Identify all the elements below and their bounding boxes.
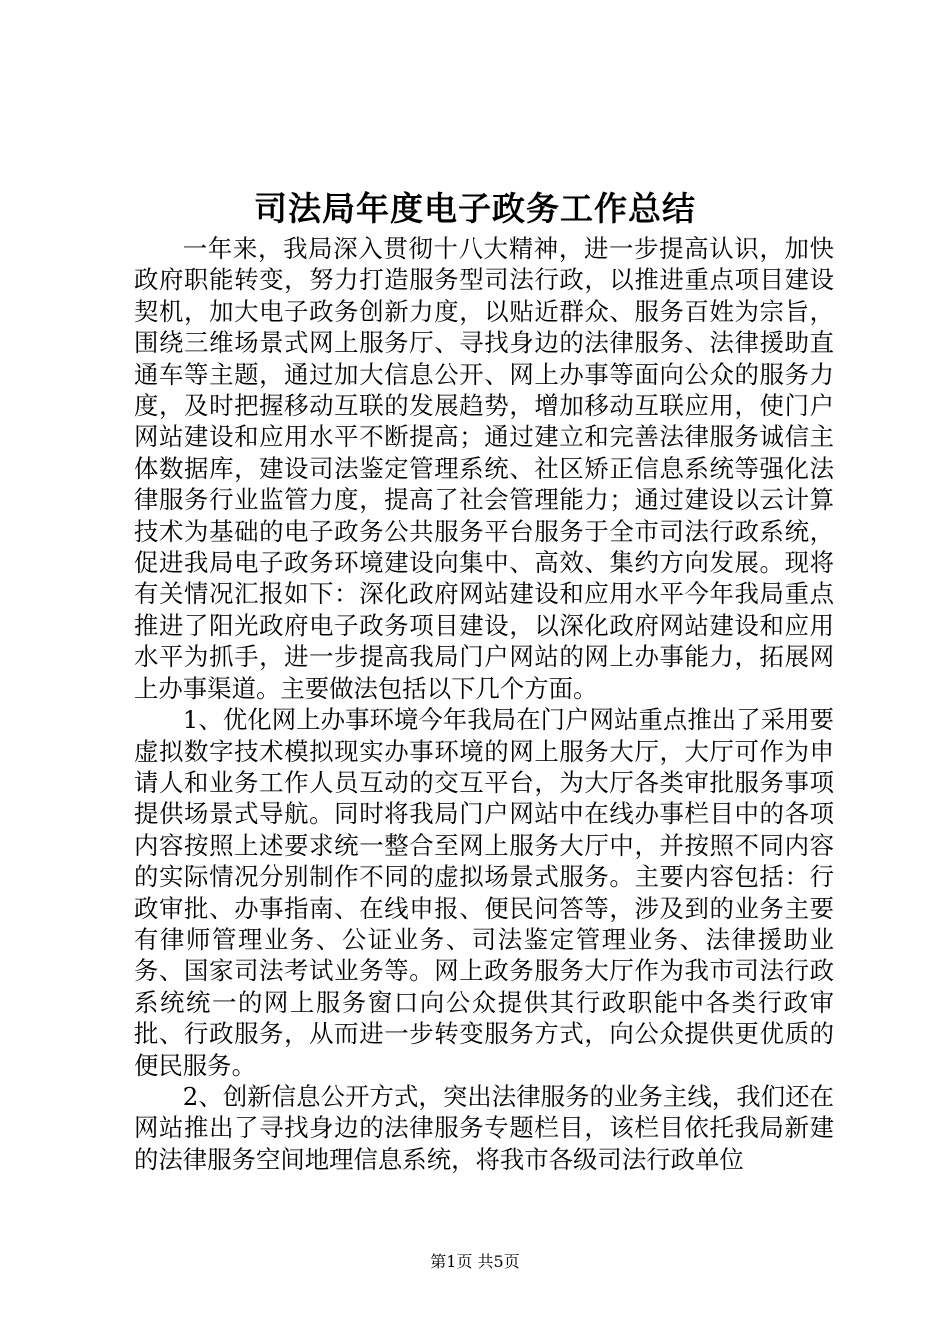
paragraph-intro: 一年来，我局深入贯彻十八大精神，进一步提高认识，加快政府职能转变，努力打造服务型司法行政，以推进重点项目建设契机，加大电子政务创新力度，以贴近群众、服务百姓为宗旨，围绕三维场景式网上服务厅、寻找身边的法律服务、法律援助直通车等主题，通过加大信息公开、网上办事等面向公众的服务力度，及时把握移动互联的发展趋势，增加移动互联应用，使门户网站建设和应用水平不断提高；通过建立和完善法律服务诚信主体数据库，建设司法鉴定管理系统、社区矫正信息系统等强化法律服务行业监管力度，提高了社会管理能力；通过建设以云计算技术为基础的电子政务公共服务平台服务于全市司法行政系统，促进我局电子政务环境建设向集中、高效、集约方向发展。现将有关情况汇报如下：深化政府网站建设和应用水平今年我局重点推进了阳光政府电子政务项目建设，以深化政府网站建设和应用水平为抓手，进一步提高我局门户网站的网上办事能力，拓展网上办事渠道。主要做法包括以下几个方面。 (134, 234, 834, 703)
paragraph-2: 2、创新信息公开方式，突出法律服务的业务主线，我们还在网站推出了寻找身边的法律服务专题栏目，该栏目依托我局新建的法律服务空间地理信息系统，将我市各级司法行政单位 (134, 1081, 834, 1174)
page-number-footer: 第1页 共5页 (430, 1252, 520, 1271)
document-body (134, 233, 834, 1175)
paragraph-1: 1、优化网上办事环境今年我局在门户网站重点推出了采用要虚拟数字技术模拟现实办事环境的网上服务大厅，大厅可作为申请人和业务工作人员互动的交互平台，为大厅各类审批服务事项提供场景式导航。同时将我局门户网站中在线办事栏目中的各项内容按照上述要求统一整合至网上服务大厅中，并按照不同内容的实际情况分别制作不同的虚拟场景式服务。主要内容包括：行政审批、办事指南、在线申报、便民问答等，涉及到的业务主要有律师管理业务、公证业务、司法鉴定管理业务、法律援助业务、国家司法考试业务等。网上政务服务大厅作为我市司法行政系统统一的网上服务窗口向公众提供其行政职能中各类行政审批、行政服务，从而进一步转变服务方式，向公众提供更优质的便民服务。 (134, 705, 834, 1080)
document-title: 司法局年度电子政务工作总结 (254, 189, 696, 228)
